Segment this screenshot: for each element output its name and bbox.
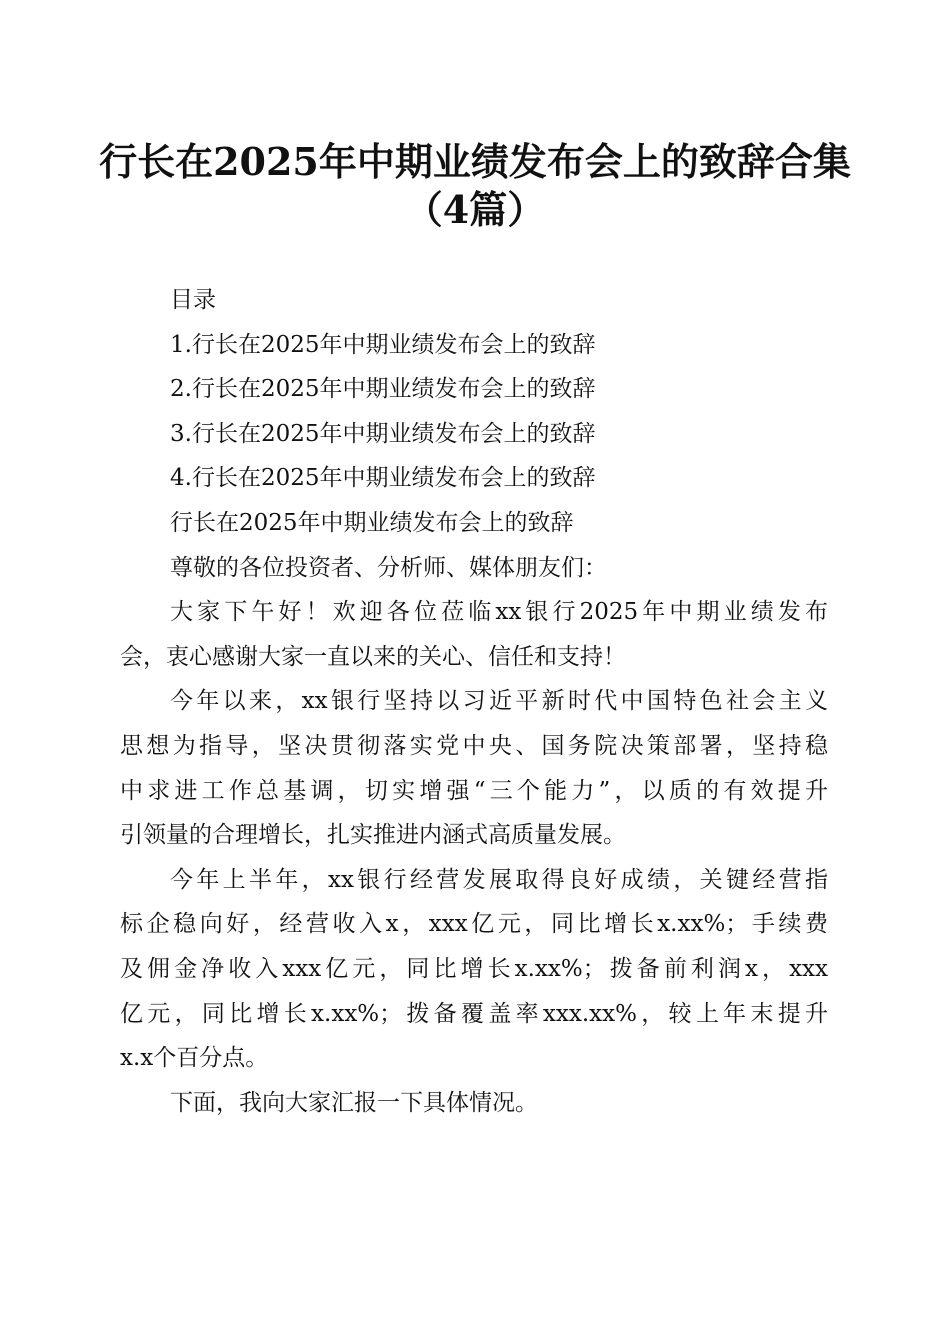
toc-heading: 目录 — [170, 287, 216, 313]
paragraph-1-line-1: 大家下午好！欢迎各位莅临xx银行2025年中期业绩发布 — [170, 599, 828, 626]
paragraph-3-line-5: x.x个百分点。 — [120, 1045, 269, 1072]
paragraph-2-line-4: 引领量的合理增长，扎实推进内涵式高质量发展。 — [120, 822, 626, 849]
title-line-1: 行长在2025年中期业绩发布会上的致辞合集 — [99, 139, 851, 184]
paragraph-4-line-1: 下面，我向大家汇报一下具体情况。 — [170, 1089, 538, 1116]
document-title — [60, 138, 890, 234]
toc-item-3: 3.行长在2025年中期业绩发布会上的致辞 — [170, 420, 596, 447]
title-line-2: （4篇） — [404, 187, 546, 232]
paragraph-2-line-3: 中求进工作总基调，切实增强“三个能力”，以质的有效提升 — [120, 777, 828, 804]
paragraph-3-line-2: 标企稳向好，经营收入x，xxx亿元，同比增长x.xx%；手续费 — [120, 911, 828, 938]
document-body — [120, 278, 828, 1125]
paragraph-2-line-2: 思想为指导，坚决贯彻落实党中央、国务院决策部署，坚持稳 — [120, 732, 828, 759]
paragraph-1-line-2: 会，衷心感谢大家一直以来的关心、信任和支持！ — [120, 643, 626, 670]
paragraph-3-line-4: 亿元，同比增长x.xx%；拨备覆盖率xxx.xx%，较上年末提升 — [120, 1000, 828, 1027]
salutation: 尊敬的各位投资者、分析师、媒体朋友们： — [170, 554, 607, 581]
toc-item-1: 1.行长在2025年中期业绩发布会上的致辞 — [170, 331, 596, 358]
toc-item-4: 4.行长在2025年中期业绩发布会上的致辞 — [170, 465, 596, 492]
paragraph-2-line-1: 今年以来，xx银行坚持以习近平新时代中国特色社会主义 — [170, 688, 828, 715]
paragraph-3-line-3: 及佣金净收入xxx亿元，同比增长x.xx%；拨备前利润x，xxx — [120, 955, 828, 982]
toc-item-2: 2.行长在2025年中期业绩发布会上的致辞 — [170, 376, 596, 403]
paragraph-3-line-1: 今年上半年，xx银行经营发展取得良好成绩，关键经营指 — [170, 866, 828, 893]
section-title: 行长在2025年中期业绩发布会上的致辞 — [170, 509, 574, 536]
